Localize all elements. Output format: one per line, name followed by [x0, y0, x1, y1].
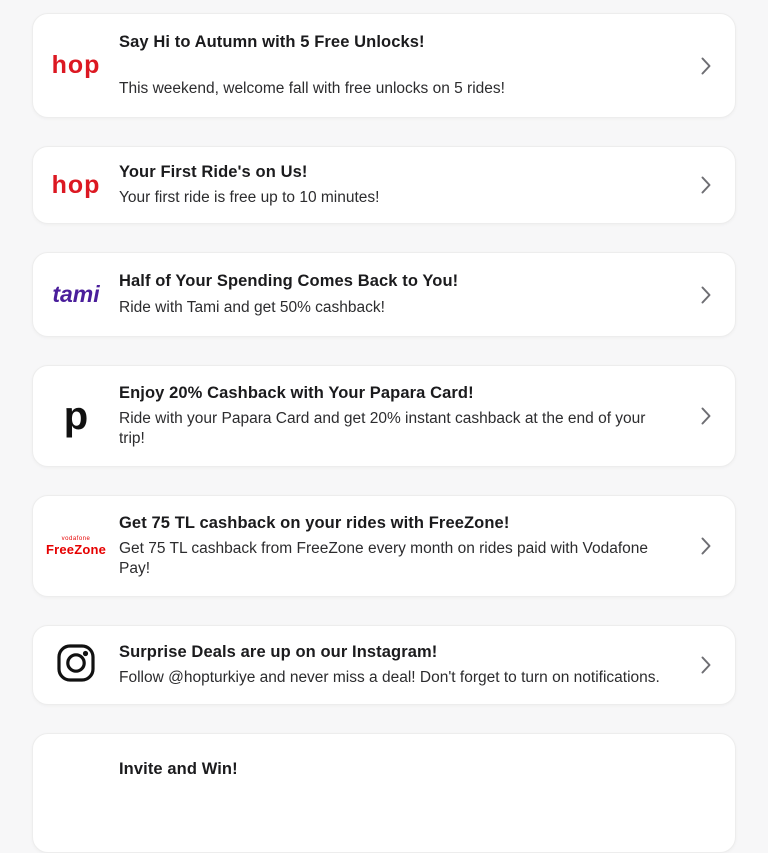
promo-logo-container	[33, 170, 119, 199]
chevron-right-icon	[677, 656, 735, 674]
chevron-right-icon	[677, 57, 735, 75]
promo-logo-container	[33, 53, 119, 78]
freezone-logo-vodafone-text: vodafone	[61, 536, 91, 542]
promo-title: Say Hi to Autumn with 5 Free Unlocks!	[119, 33, 425, 52]
promo-title: Half of Your Spending Comes Back to You!	[119, 272, 459, 291]
promo-title: Get 75 TL cashback on your rides with FreeZone!	[119, 513, 510, 532]
promo-card-autumn-free-unlocks[interactable]	[32, 13, 736, 118]
promo-subtitle: This weekend, welcome fall with free unlocks on 5 rides!	[119, 79, 505, 97]
promo-title: Invite and Win!	[119, 760, 238, 778]
promo-title: Your First Ride's on Us!	[119, 162, 308, 181]
promo-text	[119, 32, 677, 98]
tami-logo: tami	[52, 281, 100, 307]
chevron-right-icon	[677, 286, 735, 304]
hop-logo: hop	[51, 51, 101, 79]
promo-subtitle: Your first ride is free up to 10 minutes!	[119, 189, 380, 207]
promo-text	[119, 383, 677, 449]
promo-text	[119, 642, 677, 688]
instagram-icon	[55, 642, 97, 689]
promo-card-papara-cashback[interactable]	[32, 365, 736, 467]
promo-title: Surprise Deals are up on our Instagram!	[119, 642, 438, 661]
hop-logo: hop	[51, 170, 101, 199]
freezone-logo-text: FreeZone	[45, 542, 107, 557]
promo-logo-container	[33, 283, 119, 306]
chevron-right-icon	[677, 537, 735, 555]
freezone-logo	[46, 536, 106, 556]
promo-logo-container	[33, 536, 119, 556]
promo-card-tami-cashback[interactable]	[32, 252, 736, 337]
promo-text	[119, 759, 677, 780]
promo-card-first-ride-free[interactable]	[32, 146, 736, 224]
chevron-right-icon	[677, 176, 735, 194]
promo-subtitle: Get 75 TL cashback from FreeZone every month on rides paid with Vodafone Pay!	[119, 540, 649, 578]
promo-card-freezone-cashback[interactable]	[32, 495, 736, 597]
promo-subtitle: Ride with your Papara Card and get 20% instant cashback at the end of your trip!	[119, 410, 646, 448]
promo-text	[119, 162, 677, 208]
promo-subtitle: Ride with Tami and get 50% cashback!	[119, 298, 385, 316]
promo-card-invite-and-win[interactable]	[32, 733, 736, 853]
chevron-right-icon	[677, 407, 735, 425]
promo-logo-container	[33, 642, 119, 689]
papara-logo: p	[63, 394, 89, 438]
promo-logo-container	[33, 394, 119, 438]
promo-text	[119, 271, 677, 317]
promo-subtitle: Follow @hopturkiye and never miss a deal! Don't forget to turn on notifications.	[119, 669, 660, 687]
promo-title: Enjoy 20% Cashback with Your Papara Card!	[119, 383, 474, 402]
promo-text	[119, 513, 677, 579]
promo-card-instagram-deals[interactable]	[32, 625, 736, 705]
